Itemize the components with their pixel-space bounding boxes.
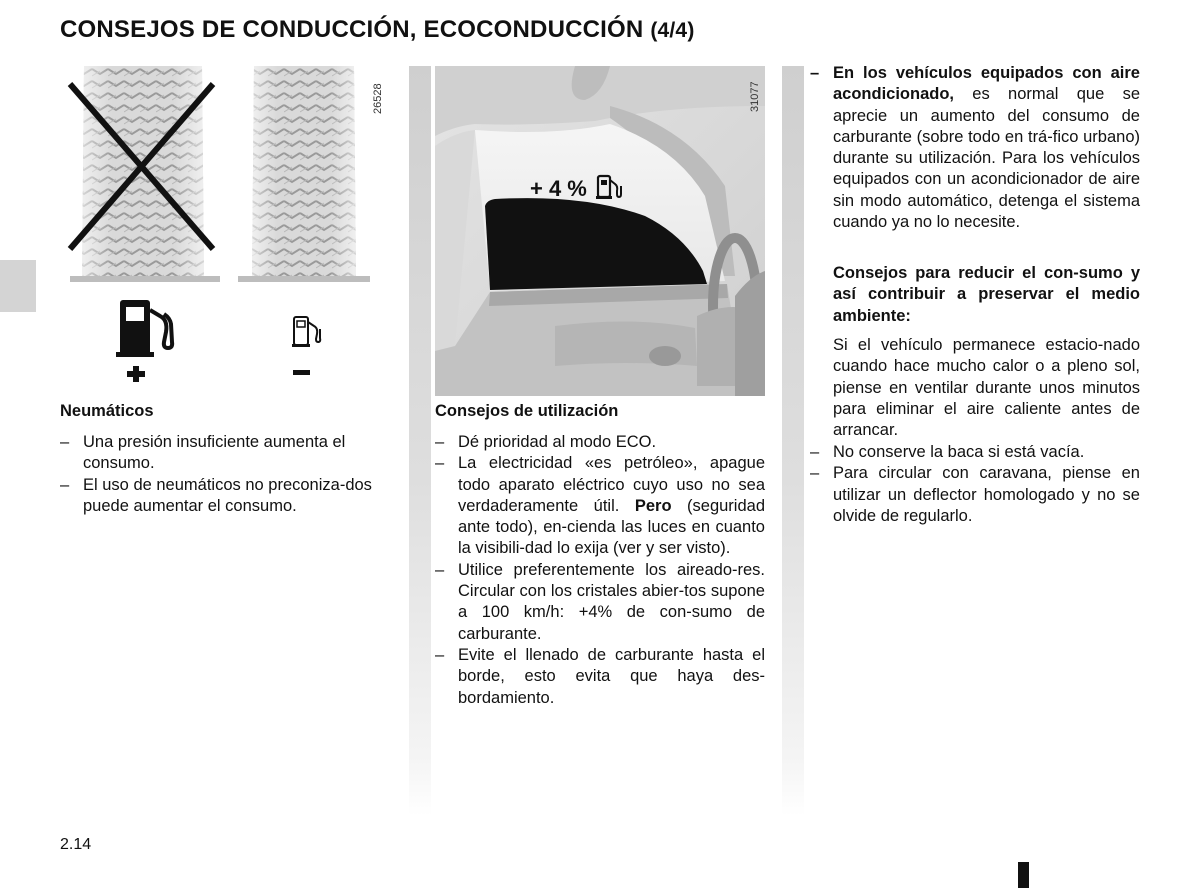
tyres-heading: Neumáticos bbox=[60, 402, 154, 420]
page-title-part: (4/4) bbox=[650, 19, 695, 42]
column-divider-1 bbox=[409, 66, 431, 816]
list-item: – Evite el llenado de carburante hasta el borde, esto evita que haya des-bordamiento. bbox=[435, 645, 765, 707]
tyres-list bbox=[60, 432, 392, 517]
parking-paragraph: Si el vehículo permanece estacio-nado cuando hace mucho calor o a pleno sol, piense en ventilar durante unos minutos para eliminar el aire caliente antes de arrancar. bbox=[833, 336, 1140, 440]
usage-list bbox=[435, 432, 765, 709]
extra-tips-list bbox=[810, 442, 1140, 527]
list-item: – La electricidad «es petróleo», apague todo aparato eléctrico cuyo uso no sea verdaderamente útil. Pero (seguridad ante todo), en-cienda las luces en cuanto la visibili-dad lo exija (ver y ser visto). bbox=[435, 454, 765, 558]
page-title-main: CONSEJOS DE CONDUCCIÓN, ECOCONDUCCIÓN bbox=[60, 16, 644, 43]
fuel-pump-icon-small bbox=[292, 317, 320, 347]
figure-number: 26528 bbox=[372, 83, 384, 114]
page-edge-marker bbox=[1018, 862, 1029, 888]
usage-heading: Consejos de utilización bbox=[435, 402, 619, 420]
list-item: – No conserve la baca si está vacía. bbox=[810, 443, 1085, 461]
tyre-illustration bbox=[60, 66, 390, 386]
list-item: – Utilice preferentemente los aireado-res. Circular con los cristales abier-tos supone a 100 km/h: +4% de con-sumo de carburante. bbox=[435, 560, 765, 643]
car-interior-illustration bbox=[435, 66, 765, 396]
consumption-overlay: + 4 % bbox=[530, 176, 587, 201]
page-title bbox=[60, 16, 695, 44]
window-figure bbox=[435, 66, 765, 396]
column-divider-2 bbox=[782, 66, 804, 816]
chapter-tab bbox=[0, 260, 36, 312]
tips-subheading: Consejos para reducir el con-sumo y así contribuir a preservar el medio ambiente: bbox=[833, 264, 1140, 325]
fuel-pump-icon-large bbox=[116, 300, 172, 357]
list-item: – Para circular con caravana, piense en utilizar un deflector homologado y no se olvide de regularlo. bbox=[810, 464, 1140, 525]
tyre-figure bbox=[60, 66, 390, 386]
list-item: – Una presión insuficiente aumenta el consumo. bbox=[60, 433, 346, 473]
list-item: – El uso de neumáticos no preconiza-dos puede aumentar el consumo. bbox=[60, 475, 372, 515]
ac-list bbox=[810, 63, 1140, 233]
list-item: – En los vehículos equipados con aire acondicionado, es normal que se aprecie un aumento del consumo de carburante (sobre todo en trá-fico urbano) durante su utilización. Para los vehículos equipados con un acondicionador de aire sin modo automático, detenga el sistema cuando ya no lo necesite. bbox=[810, 64, 1140, 232]
figure-number: 31077 bbox=[749, 81, 761, 112]
page-number: 2.14 bbox=[60, 836, 92, 853]
list-item: – Dé prioridad al modo ECO. bbox=[435, 433, 657, 451]
